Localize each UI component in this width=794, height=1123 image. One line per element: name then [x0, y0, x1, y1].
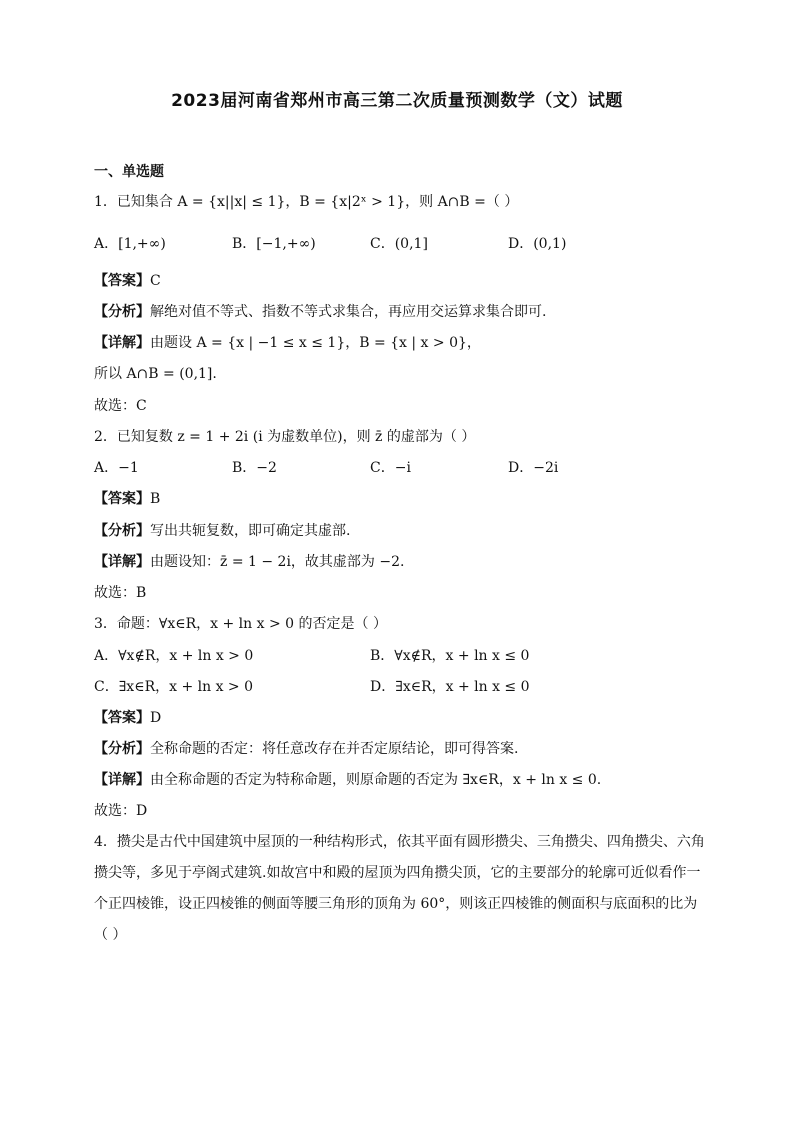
- q2-analysis: 写出共轭复数，即可确定其虚部.: [150, 523, 351, 539]
- q1-option-b: B．[−1,+∞): [232, 236, 316, 252]
- q1-choose: 故选：C: [94, 398, 147, 414]
- q2-option-a: A．−1: [94, 460, 139, 476]
- q3-option-a: A．∀x∉R，x + ln x > 0: [94, 648, 254, 664]
- q3-analysis: 全称命题的否定：将任意改存在并否定原结论，即可得答案.: [150, 741, 519, 757]
- q2-detail: 由题设知：z̄ = 1 − 2i，故其虚部为 −2.: [150, 554, 405, 570]
- q1-analysis-line: [94, 302, 714, 322]
- q2-choose: 故选：B: [94, 585, 147, 601]
- q1-answer: C: [150, 273, 161, 289]
- answer-tag: 【答案】: [94, 273, 150, 289]
- q4-stem: 4．攒尖是古代中国建筑中屋顶的一种结构形式，依其平面有圆形攒尖、三角攒尖、四角攒尖、六角攒尖等，多见于亭阁式建筑.如故宫中和殿的屋顶为四角攒尖顶，它的主要部分的轮廓可近似看作一个正四棱锥，设正四棱锥的侧面等腰三角形的顶角为 60°，则该正四棱锥的侧面积与底面积的比为（ ）: [94, 834, 705, 943]
- q1-detail-line: [94, 333, 714, 353]
- q3-option-b: B．∀x∉R，x + ln x ≤ 0: [370, 648, 530, 664]
- q2-answer-line: [94, 489, 714, 509]
- q1-detail: 由题设 A = {x | −1 ≤ x ≤ 1}，B = {x | x > 0}，: [150, 335, 481, 351]
- q3-answer-line: [94, 708, 714, 728]
- q2-detail-line: [94, 552, 714, 572]
- q1-option-d: D．(0,1): [508, 236, 567, 252]
- q3-option-d: D．∃x∈R，x + ln x ≤ 0: [370, 679, 530, 695]
- q2-answer: B: [150, 491, 161, 507]
- q3-stem: 3．命题：∀x∈R，x + ln x > 0 的否定是（ ）: [94, 616, 387, 632]
- q2-analysis-line: [94, 521, 714, 541]
- section-heading: 一、单选题: [94, 164, 164, 180]
- q1-analysis: 解绝对值不等式、指数不等式求集合，再应用交运算求集合即可.: [150, 304, 547, 320]
- q2-option-c: C．−i: [370, 460, 411, 476]
- q3-analysis-line: [94, 739, 714, 759]
- q3-answer: D: [150, 710, 162, 726]
- q3-detail: 由全称命题的否定为特称命题，则原命题的否定为 ∃x∈R，x + ln x ≤ 0.: [150, 772, 602, 788]
- detail-tag: 【详解】: [94, 772, 150, 788]
- q1-option-c: C．(0,1]: [370, 236, 428, 252]
- answer-tag: 【答案】: [94, 710, 150, 726]
- answer-tag: 【答案】: [94, 491, 150, 507]
- q3-detail-line: [94, 770, 714, 790]
- detail-tag: 【详解】: [94, 554, 150, 570]
- q2-option-d: D．−2i: [508, 460, 559, 476]
- q3-choose: 故选：D: [94, 803, 148, 819]
- q1-answer-line: [94, 271, 714, 291]
- analysis-tag: 【分析】: [94, 523, 150, 539]
- q1-stem: 1．已知集合 A = {x||x| ≤ 1}，B = {x|2ˣ > 1}，则 A∩B =（ ）: [94, 194, 519, 210]
- q2-option-b: B．−2: [232, 460, 277, 476]
- detail-tag: 【详解】: [94, 335, 150, 351]
- page-title: 2023届河南省郑州市高三第二次质量预测数学（文）试题: [171, 91, 623, 111]
- q1-option-a: A．[1,+∞): [94, 236, 166, 252]
- analysis-tag: 【分析】: [94, 304, 150, 320]
- q2-stem: 2．已知复数 z = 1 + 2i (i 为虚数单位)，则 z̄ 的虚部为（ ）: [94, 429, 476, 445]
- q1-detail-cont: 所以 A∩B = (0,1].: [94, 366, 217, 382]
- q3-option-c: C．∃x∈R，x + ln x > 0: [94, 679, 254, 695]
- analysis-tag: 【分析】: [94, 741, 150, 757]
